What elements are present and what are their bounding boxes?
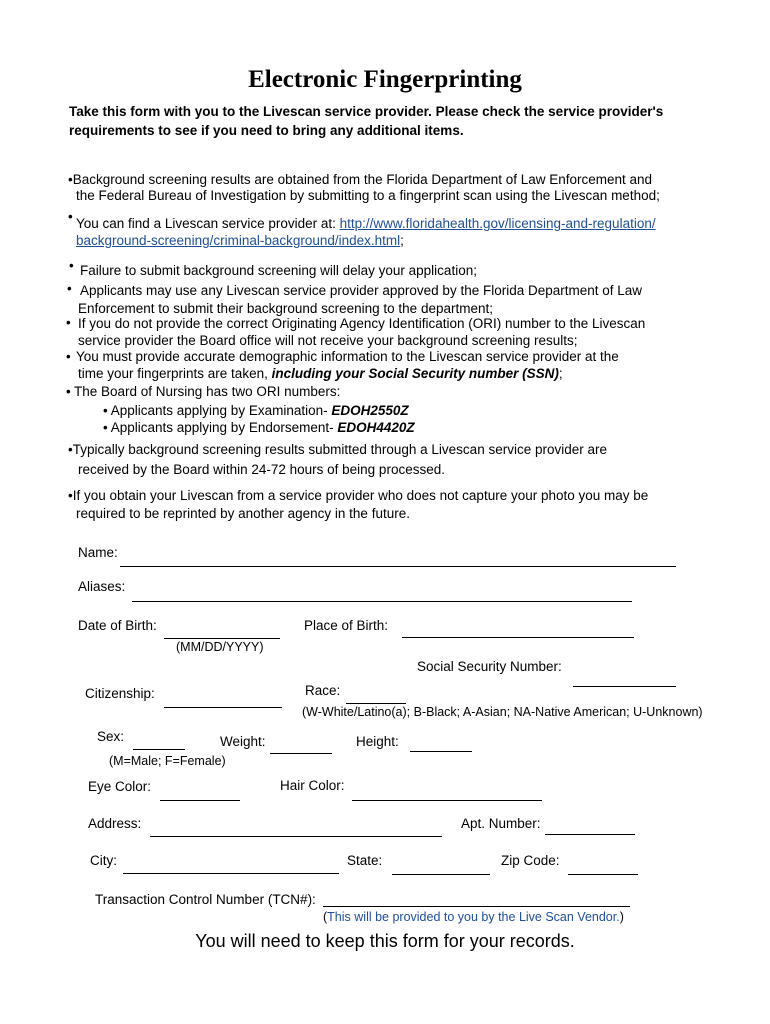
tcn-field[interactable]	[323, 906, 630, 907]
race-field[interactable]	[346, 703, 406, 704]
sex-hint: (M=Male; F=Female)	[109, 754, 226, 768]
tcn-label: Transaction Control Number (TCN#):	[95, 892, 316, 907]
city-label: City:	[90, 853, 117, 868]
pob-label: Place of Birth:	[304, 618, 389, 633]
bullet-1-line-2: the Federal Bureau of Investigation by submitting to a fingerprint scan using the Livescan method;	[76, 188, 660, 203]
tcn-note-text: This will be provided to you by the Live Scan Vendor.	[327, 910, 620, 924]
bullet-6-suffix: ;	[558, 366, 563, 381]
intro-line-2: requirements to see if you need to bring any additional items.	[69, 123, 464, 138]
sex-field[interactable]	[133, 749, 185, 750]
bullet-4-line-1: Applicants may use any Livescan service provider approved by the Florida Department of Law	[80, 283, 643, 298]
bullet-9-line-1: •If you obtain your Livescan from a service provider who does not capture your photo you may be	[68, 488, 649, 503]
bullet-7: The Board of Nursing has two ORI numbers:	[74, 384, 341, 399]
eye-color-label: Eye Color:	[88, 779, 152, 794]
citizenship-field[interactable]	[164, 707, 282, 708]
height-field[interactable]	[410, 751, 472, 752]
dob-hint: (MM/DD/YYYY)	[176, 640, 264, 654]
bullet-2-line-2	[76, 233, 404, 248]
apt-label: Apt. Number:	[461, 816, 541, 831]
bullet-6-line-1: You must provide accurate demographic information to the Livescan service provider at the	[76, 349, 619, 364]
bullet-2-prefix: You can find a Livescan service provider at:	[76, 216, 340, 231]
name-field[interactable]	[120, 566, 676, 567]
livescan-link-cont[interactable]: background-screening/criminal-background/index.html	[76, 233, 401, 248]
zip-field[interactable]	[568, 874, 638, 875]
ssn-emphasis: including your Social Security number (SSN)	[271, 366, 559, 381]
bullet-4-line-2: Enforcement to submit their background screening to the department;	[78, 301, 493, 316]
tcn-note: (This will be provided to you by the Live Scan Vendor.)	[323, 910, 624, 924]
weight-label: Weight:	[220, 734, 266, 749]
eye-color-field[interactable]	[160, 800, 240, 801]
address-field[interactable]	[150, 836, 442, 837]
dob-field[interactable]	[164, 638, 280, 639]
ssn-field[interactable]	[573, 686, 676, 687]
aliases-field[interactable]	[132, 601, 632, 602]
bullet-2-line-1	[76, 216, 656, 231]
race-hint: (W-White/Latino(a); B-Black; A-Asian; NA-Native American; U-Unknown)	[302, 705, 703, 719]
bullet-9-line-2: required to be reprinted by another agency in the future.	[76, 506, 410, 521]
apt-field[interactable]	[545, 834, 635, 835]
bullet-dot: •	[69, 258, 74, 273]
hair-color-label: Hair Color:	[280, 778, 345, 793]
intro-line-1: Take this form with you to the Livescan service provider. Please check the service provider's	[69, 104, 664, 119]
height-label: Height:	[356, 734, 399, 749]
bullet-dot: •	[66, 315, 71, 330]
ori-exam: • Applicants applying by Examination- EDOH2550Z	[103, 403, 409, 418]
bullet-8-line-2: received by the Board within 24-72 hours of being processed.	[78, 462, 445, 477]
dob-label: Date of Birth:	[78, 618, 157, 633]
bullet-dot: •	[67, 281, 72, 296]
city-field[interactable]	[123, 873, 339, 874]
bullet-3: Failure to submit background screening will delay your application;	[80, 263, 477, 278]
address-label: Address:	[88, 816, 142, 831]
ori-endorse: • Applicants applying by Endorsement- EDOH4420Z	[103, 420, 415, 435]
bullet-dot: •	[66, 384, 71, 399]
bullet-dot: •	[68, 209, 73, 224]
bullet-8-line-1: •Typically background screening results submitted through a Livescan service provider are	[68, 442, 607, 457]
pob-field[interactable]	[402, 637, 634, 638]
ori-exam-code: EDOH2550Z	[331, 403, 409, 418]
aliases-label: Aliases:	[78, 579, 126, 594]
weight-field[interactable]	[270, 753, 332, 754]
bullet-6-text: time your fingerprints are taken,	[78, 366, 272, 381]
citizenship-label: Citizenship:	[85, 686, 155, 701]
sex-label: Sex:	[97, 729, 125, 744]
state-field[interactable]	[392, 874, 490, 875]
hair-color-field[interactable]	[352, 800, 542, 801]
ssn-label: Social Security Number:	[417, 659, 562, 674]
bullet-2-suffix: ;	[400, 233, 404, 248]
name-label: Name:	[78, 545, 118, 560]
race-label: Race:	[305, 683, 341, 698]
bullet-6-line-2	[78, 366, 563, 381]
bullet-1-line-1: •Background screening results are obtained from the Florida Department of Law Enforcement and	[68, 172, 653, 187]
state-label: State:	[347, 853, 383, 868]
bullet-5-line-2: service provider the Board office will not receive your background screening results;	[78, 333, 578, 348]
bullet-dot: •	[66, 349, 71, 364]
footer-note: You will need to keep this form for your records.	[195, 931, 575, 951]
bullet-5-line-1: If you do not provide the correct Originating Agency Identification (ORI) number to the Livescan	[78, 316, 646, 331]
ori-endorse-code: EDOH4420Z	[337, 420, 415, 435]
page-title: Electronic Fingerprinting	[248, 66, 522, 93]
livescan-link[interactable]: http://www.floridahealth.gov/licensing-and-regulation/	[339, 216, 656, 231]
zip-label: Zip Code:	[501, 853, 560, 868]
